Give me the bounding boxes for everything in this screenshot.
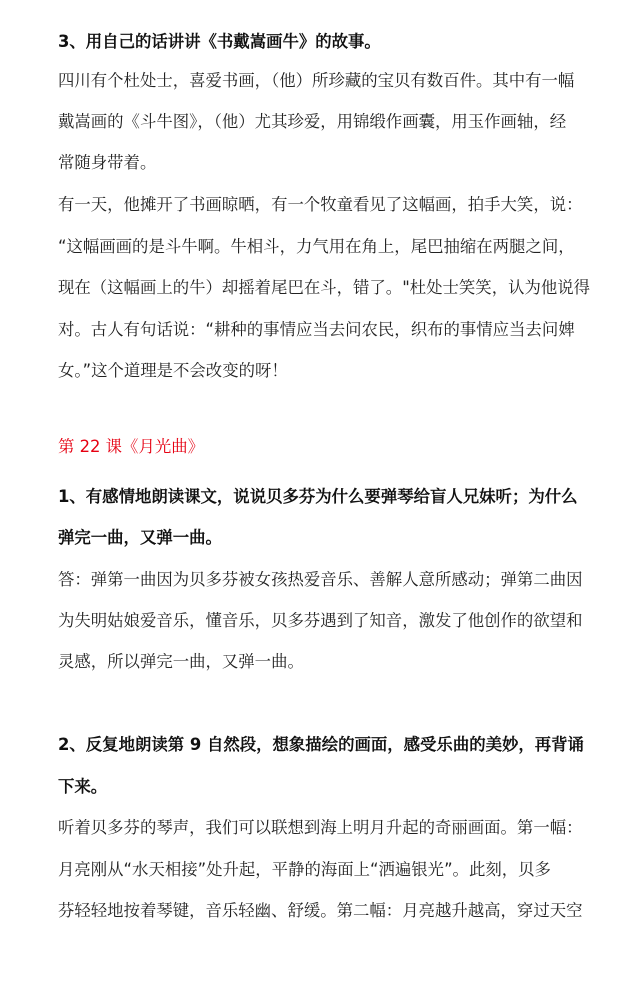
answer-1-line: 灵感，所以弹完一曲，又弹一曲。 [58,652,304,671]
question-1: 弹完一曲，又弹一曲。 [58,528,222,547]
story-line: 对。古人有句话说：“耕种的事情应当去问农民，织布的事情应当去问婢 [58,320,575,339]
story-line: “这幅画画的是斗牛啊。牛相斗，力气用在角上，尾巴抽缩在两腿之间， [58,237,575,256]
answer-2-line: 听着贝多芬的琴声，我们可以联想到海上明月升起的奇丽画面。第一幅： [58,818,583,837]
answer-2-line: 月亮刚从“水天相接”处升起，平静的海面上“洒遍银光”。此刻，贝多 [58,860,551,879]
answer-1-line: 为失明姑娘爱音乐，懂音乐，贝多芬遇到了知音，激发了他创作的欲望和 [58,611,583,630]
lesson-title: 第 22 课《月光曲》 [58,437,205,456]
question-1: 1、有感情地朗读课文，说说贝多芬为什么要弹琴给盲人兄妹听；为什么 [58,487,578,506]
question-2: 下来。 [58,777,108,796]
story-line: 常随身带着。 [58,153,157,172]
story-line: 四川有个杜处士，喜爱书画，（他）所珍藏的宝贝有数百件。其中有一幅 [58,71,575,90]
answer-2-line: 芬轻轻地按着琴键，音乐轻幽、舒缓。第二幅：月亮越升越高，穿过天空 [58,901,583,920]
story-line: 戴嵩画的《斗牛图》，（他）尤其珍爱，用锦缎作画囊，用玉作画轴，经 [58,112,567,131]
question-3: 3、用自己的话讲讲《书戴嵩画牛》的故事。 [58,32,381,51]
story-line: 有一天，他摊开了书画晾晒，有一个牧童看见了这幅画，拍手大笑，说： [58,195,583,214]
story-line: 女。”这个道理是不会改变的呀！ [58,361,288,380]
question-2: 2、反复地朗读第 9 自然段，想象描绘的画面，感受乐曲的美妙，再背诵 [58,735,584,754]
answer-1-line: 答：弹第一曲因为贝多芬被女孩热爱音乐、善解人意所感动；弹第二曲因 [58,570,583,589]
story-line: 现在（这幅画上的牛）却摇着尾巴在斗，错了。"杜处士笑笑，认为他说得 [58,278,591,297]
